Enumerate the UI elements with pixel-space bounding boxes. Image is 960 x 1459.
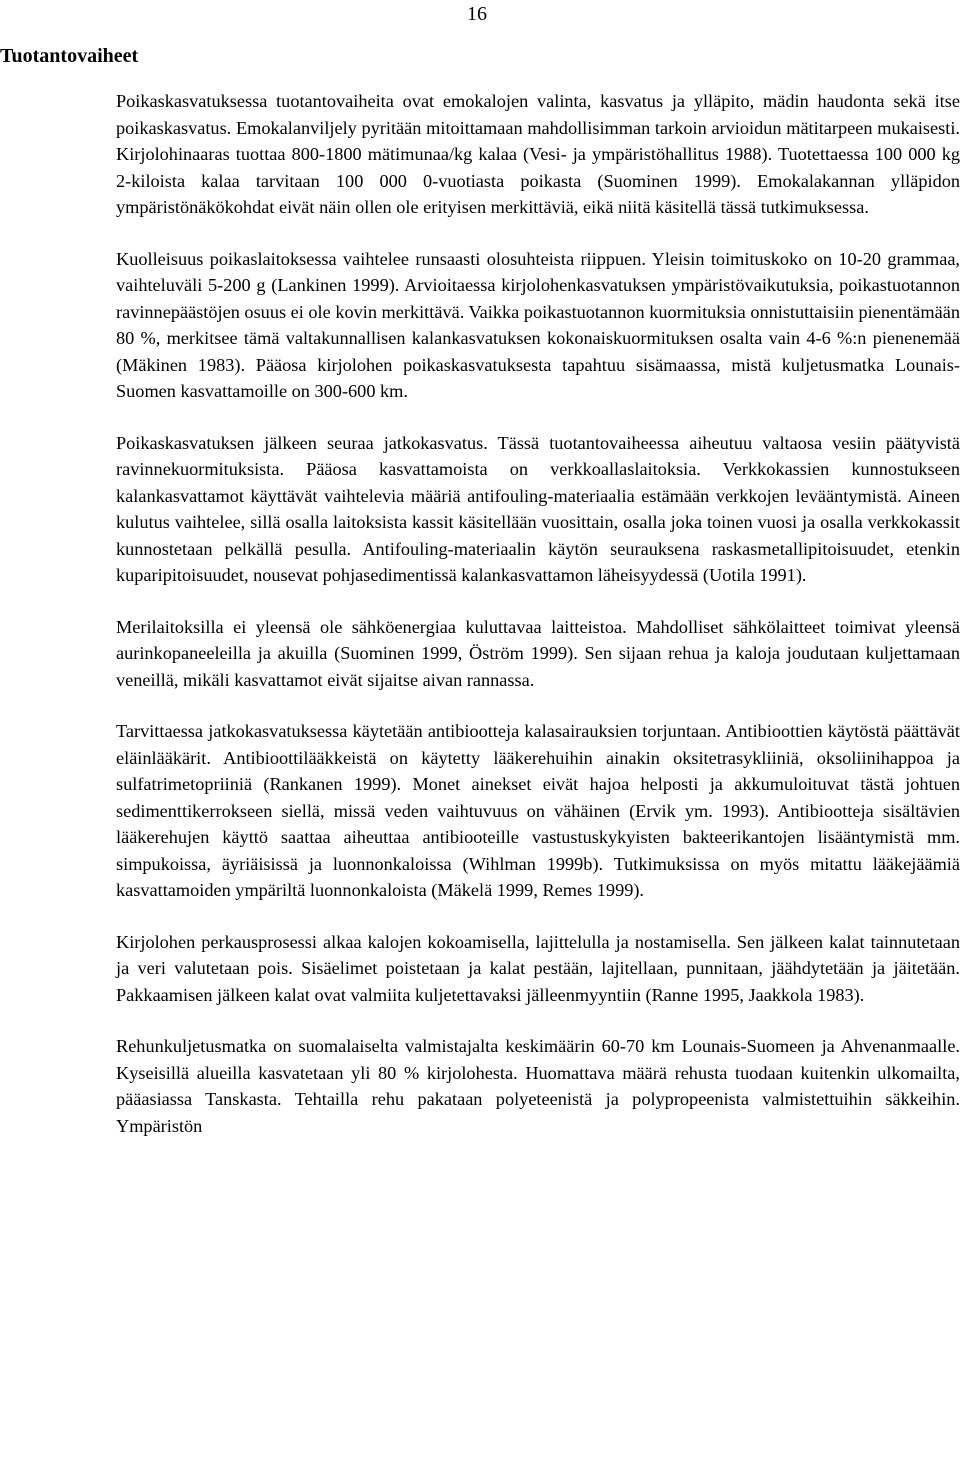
- paragraph-antibiootit: Tarvittaessa jatkokasvatuksessa käytetään antibiootteja kalasairauksien torjuntaan. Antibioottien käytöstä päättävät eläinlääkärit. Antibioottilääkkeistä on käytetty lääkerehuihin ainakin oksitetrasykliiniä, oksoliinihappoa ja sulfatrimetopriiniä (Rankanen 1999). Monet ainekset eivät hajoa helposti ja akkumuloituvat tästä johtuen sedimenttikerrokseen siellä, missä veden vaihtuvuus on vähäinen (Ervik ym. 1993). Antibiootteja sisältävien lääkerehujen käyttö saattaa aiheuttaa antibiooteille vastustuskykyisten bakteerikantojen lisääntymistä mm. simpukoissa, äyriäisissä ja luonnonkaloissa (Wihlman 1999b). Tutkimuksissa on myös mitattu lääkejäämiä kasvattamoiden ympäriltä luonnonkaloista (Mäkelä 1999, Remes 1999).: [116, 721, 960, 900]
- paragraph-perkausprosessi: Kirjolohen perkausprosessi alkaa kalojen kokoamisella, lajittelulla ja nostamisella. Sen jälkeen kalat tainnutetaan ja veri valutetaan pois. Sisäelimet poistetaan ja kalat pestään, lajitellaan, punnitaan, jäähdytetään ja jäitetään. Pakkaamisen jälkeen kalat ovat valmiita kuljetettavaksi jälleenmyyntiin (Ranne 1995, Jaakkola 1983).: [116, 931, 960, 1005]
- page-number: 16: [467, 3, 487, 25]
- paragraph-kuolleisuus: Kuolleisuus poikaslaitoksessa vaihtelee runsaasti olosuhteista riippuen. Yleisin toimituskoko on 10-20 grammaa, vaihteluväli 5-200 g (Lankinen 1999). Arvioitaessa kirjolohenkasvatuksen ympäristövaikutuksia, poikastuotannon ravinnepäästöjen osuus ei ole kovin merkittävä. Vaikka poikastuotannon kuormituksia onnistuttaisiin pienentämään 80 %, merkitsee tämä valtakunnallisen kalankasvatuksen kokonaiskuormituksen osalta vain 4-6 %:n pienenemää (Mäkinen 1983). Pääosa kirjolohen poikaskasvatuksesta tapahtuu sisämaassa, mistä kuljetusmatka Lounais-Suomen kasvattamoille on 300-600 km.: [116, 248, 960, 401]
- section-heading: Tuotantovaiheet: [0, 45, 139, 67]
- body-text: [116, 88, 960, 1164]
- paragraph-poikaskasvatus: Poikaskasvatuksessa tuotantovaiheita ovat emokalojen valinta, kasvatus ja ylläpito, mädin haudonta sekä itse poikaskasvatus. Emokalanviljely pyritään mitoittamaan mahdollisimman tarkoin arvioidun mätitarpeen mukaisesti. Kirjolohinaaras tuottaa 800-1800 mätimunaa/kg kalaa (Vesi- ja ympäristöhallitus 1988). Tuotettaessa 100 000 kg 2-kiloista kalaa tarvitaan 100 000 0-vuotiasta poikasta (Suominen 1999). Emokalakannan ylläpidon ympäristönäkökohdat eivät näin ollen ole erityisen merkittäviä, eikä niitä käsitellä tässä tutkimuksessa.: [116, 91, 960, 217]
- paragraph-merilaitokset: Merilaitoksilla ei yleensä ole sähköenergiaa kuluttavaa laitteistoa. Mahdolliset sähkölaitteet toimivat yleensä aurinkopaneeleilla ja akuilla (Suominen 1999, Öström 1999). Sen sijaan rehua ja kaloja joudutaan kuljettamaan veneillä, mikäli kasvattamot eivät sijaitse aivan rannassa.: [116, 616, 960, 690]
- paragraph-rehunkuljetus: Rehunkuljetusmatka on suomalaiselta valmistajalta keskimäärin 60-70 km Lounais-Suomeen ja Ahvenanmaalle. Kyseisillä alueilla kasvatetaan yli 80 % kirjolohesta. Huomattava määrä rehusta tuodaan kuitenkin ulkomailta, pääasiassa Tanskasta. Tehtailla rehu pakataan polyeteenistä ja polypropeenista valmistettuihin säkkeihin. Ympäristön: [116, 1036, 960, 1136]
- paragraph-jatkokasvatus: Poikaskasvatuksen jälkeen seuraa jatkokasvatus. Tässä tuotantovaiheessa aiheutuu valtaosa vesiin päätyvistä ravinnekuormituksista. Pääosa kasvattamoista on verkkoallaslaitoksia. Verkkokassien kunnostukseen kalankasvattamot käyttävät vaihtelevia määriä antifouling-materiaalia estämään verkkojen levääntymistä. Aineen kulutus vaihtelee, sillä osalla laitoksista kassit käsitellään vuosittain, osalla joka toinen vuosi ja osalla verkkokassit kunnostetaan pelkällä pesulla. Antifouling-materiaalin käytön seurauksena raskasmetallipitoisuudet, etenkin kuparipitoisuudet, nousevat pohjasedimentissä kalankasvattamon läheisyydessä (Uotila 1991).: [116, 432, 960, 585]
